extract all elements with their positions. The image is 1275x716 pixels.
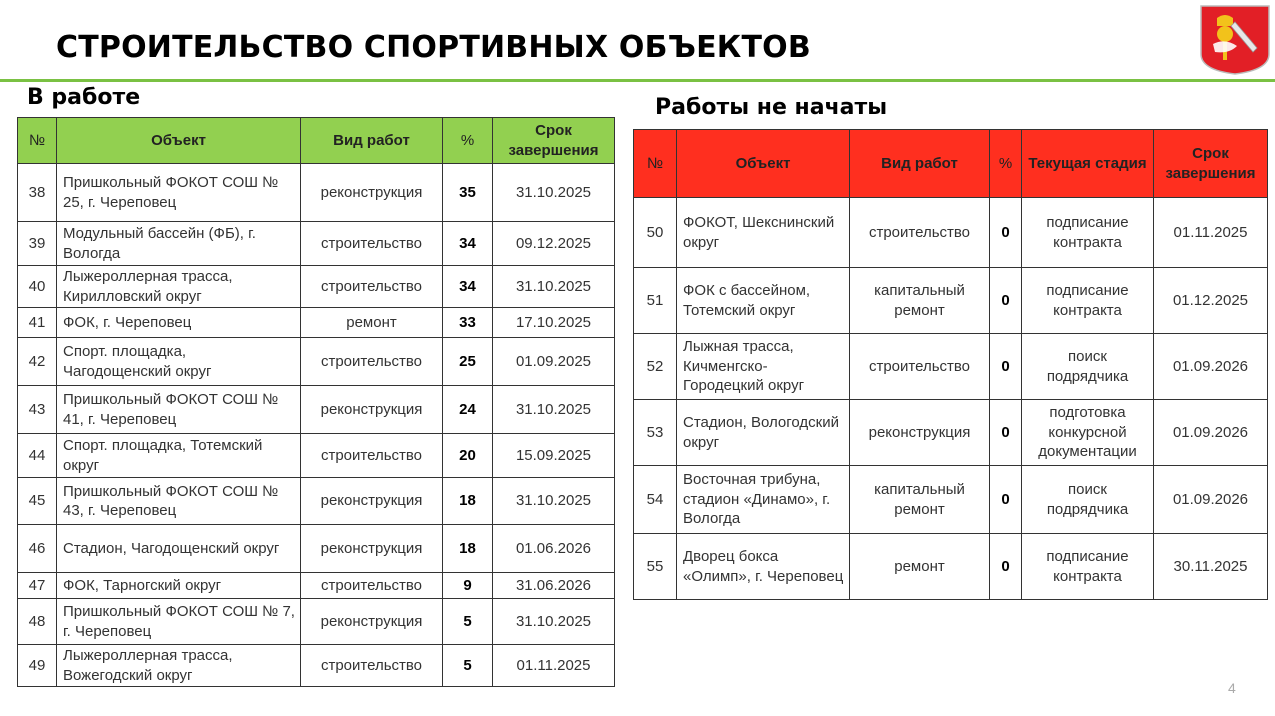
row-work: строительство	[301, 434, 443, 478]
table-row	[634, 466, 1268, 534]
row-deadline: 09.12.2025	[493, 222, 615, 266]
row-object: ФОК с бассейном, Тотемский округ	[677, 268, 850, 334]
table-row	[634, 334, 1268, 400]
row-deadline: 15.09.2025	[493, 434, 615, 478]
table-row	[18, 478, 615, 525]
row-object: Стадион, Вологодский округ	[677, 400, 850, 466]
row-num: 38	[18, 164, 57, 222]
row-object: ФОК, г. Череповец	[57, 308, 301, 338]
row-deadline: 17.10.2025	[493, 308, 615, 338]
col-header-pct: %	[443, 118, 493, 164]
row-deadline: 01.11.2025	[1154, 198, 1268, 268]
table-row	[18, 266, 615, 308]
row-object: Дворец бокса «Олимп», г. Череповец	[677, 534, 850, 600]
row-num: 44	[18, 434, 57, 478]
row-deadline: 01.12.2025	[1154, 268, 1268, 334]
row-num: 52	[634, 334, 677, 400]
row-pct: 5	[443, 599, 493, 645]
row-num: 51	[634, 268, 677, 334]
col-header-deadline: Срок завершения	[493, 118, 615, 164]
col-header-num: №	[18, 118, 57, 164]
row-num: 49	[18, 645, 57, 687]
row-pct: 35	[443, 164, 493, 222]
table-row	[18, 573, 615, 599]
table-row	[18, 338, 615, 386]
row-work: капитальный ремонт	[850, 466, 990, 534]
row-object: Модульный бассейн (ФБ), г. Вологда	[57, 222, 301, 266]
row-num: 47	[18, 573, 57, 599]
row-stage: поиск подрядчика	[1022, 334, 1154, 400]
page-number: 4	[1228, 680, 1236, 696]
title-underline	[0, 79, 1275, 82]
not-started-heading: Работы не начаты	[655, 95, 888, 120]
row-work: капитальный ремонт	[850, 268, 990, 334]
row-deadline: 01.09.2026	[1154, 400, 1268, 466]
col-header-work: Вид работ	[850, 130, 990, 198]
row-num: 55	[634, 534, 677, 600]
row-pct: 0	[990, 400, 1022, 466]
row-work: строительство	[850, 334, 990, 400]
row-object: Лыжероллерная трасса, Вожегодский округ	[57, 645, 301, 687]
row-pct: 25	[443, 338, 493, 386]
row-work: реконструкция	[301, 478, 443, 525]
row-object: Пришкольный ФОКОТ СОШ № 41, г. Череповец	[57, 386, 301, 434]
row-stage: подписание контракта	[1022, 198, 1154, 268]
row-stage: поиск подрядчика	[1022, 466, 1154, 534]
row-stage: подписание контракта	[1022, 534, 1154, 600]
in-progress-table	[17, 117, 615, 687]
row-pct: 33	[443, 308, 493, 338]
row-deadline: 01.11.2025	[493, 645, 615, 687]
table-row	[18, 308, 615, 338]
table-row	[18, 386, 615, 434]
row-work: реконструкция	[301, 525, 443, 573]
row-object: Пришкольный ФОКОТ СОШ № 25, г. Череповец	[57, 164, 301, 222]
row-pct: 0	[990, 268, 1022, 334]
row-object: Восточная трибуна, стадион «Динамо», г. Вологда	[677, 466, 850, 534]
col-header-num: №	[634, 130, 677, 198]
row-object: Спорт. площадка, Тотемский округ	[57, 434, 301, 478]
not-started-table	[633, 129, 1268, 600]
row-pct: 0	[990, 198, 1022, 268]
row-work: строительство	[301, 222, 443, 266]
table-header-row	[18, 118, 615, 164]
row-pct: 0	[990, 534, 1022, 600]
row-deadline: 31.06.2026	[493, 573, 615, 599]
row-pct: 18	[443, 478, 493, 525]
row-object: ФОКОТ, Шекснинский округ	[677, 198, 850, 268]
row-object: ФОК, Тарногский округ	[57, 573, 301, 599]
row-deadline: 01.09.2026	[1154, 334, 1268, 400]
table-row	[18, 164, 615, 222]
row-num: 40	[18, 266, 57, 308]
row-num: 39	[18, 222, 57, 266]
row-pct: 34	[443, 222, 493, 266]
coat-of-arms-icon	[1199, 4, 1271, 76]
row-work: реконструкция	[301, 599, 443, 645]
row-pct: 9	[443, 573, 493, 599]
table-row	[634, 198, 1268, 268]
col-header-pct: %	[990, 130, 1022, 198]
row-stage: подготовка конкурсной документации	[1022, 400, 1154, 466]
row-pct: 20	[443, 434, 493, 478]
col-header-object: Объект	[57, 118, 301, 164]
row-object: Лыжероллерная трасса, Кирилловский округ	[57, 266, 301, 308]
row-object: Лыжная трасса, Кичменгско-Городецкий округ	[677, 334, 850, 400]
row-work: ремонт	[850, 534, 990, 600]
row-num: 41	[18, 308, 57, 338]
row-pct: 0	[990, 466, 1022, 534]
row-deadline: 31.10.2025	[493, 386, 615, 434]
row-work: строительство	[301, 573, 443, 599]
table-row	[18, 645, 615, 687]
table-row	[18, 434, 615, 478]
row-work: реконструкция	[850, 400, 990, 466]
table-row	[18, 222, 615, 266]
row-work: строительство	[301, 645, 443, 687]
row-deadline: 31.10.2025	[493, 164, 615, 222]
in-progress-heading: В работе	[27, 85, 141, 110]
col-header-deadline: Срок завершения	[1154, 130, 1268, 198]
row-deadline: 30.11.2025	[1154, 534, 1268, 600]
row-deadline: 31.10.2025	[493, 478, 615, 525]
row-pct: 0	[990, 334, 1022, 400]
col-header-object: Объект	[677, 130, 850, 198]
row-num: 48	[18, 599, 57, 645]
row-deadline: 31.10.2025	[493, 599, 615, 645]
table-row	[18, 599, 615, 645]
row-deadline: 01.09.2026	[1154, 466, 1268, 534]
row-pct: 5	[443, 645, 493, 687]
table-row	[634, 400, 1268, 466]
row-work: строительство	[850, 198, 990, 268]
row-num: 43	[18, 386, 57, 434]
row-num: 54	[634, 466, 677, 534]
row-num: 46	[18, 525, 57, 573]
row-stage: подписание контракта	[1022, 268, 1154, 334]
row-work: реконструкция	[301, 164, 443, 222]
table-header-row	[634, 130, 1268, 198]
row-work: строительство	[301, 266, 443, 308]
row-deadline: 31.10.2025	[493, 266, 615, 308]
row-pct: 34	[443, 266, 493, 308]
row-pct: 24	[443, 386, 493, 434]
row-num: 53	[634, 400, 677, 466]
col-header-work: Вид работ	[301, 118, 443, 164]
row-work: строительство	[301, 338, 443, 386]
page-title: СТРОИТЕЛЬСТВО СПОРТИВНЫХ ОБЪЕКТОВ	[56, 30, 811, 65]
row-deadline: 01.06.2026	[493, 525, 615, 573]
row-deadline: 01.09.2025	[493, 338, 615, 386]
row-object: Пришкольный ФОКОТ СОШ № 7, г. Череповец	[57, 599, 301, 645]
col-header-stage: Текущая стадия	[1022, 130, 1154, 198]
row-num: 50	[634, 198, 677, 268]
table-row	[634, 534, 1268, 600]
table-row	[634, 268, 1268, 334]
row-num: 42	[18, 338, 57, 386]
row-object: Спорт. площадка, Чагодощенский округ	[57, 338, 301, 386]
table-row	[18, 525, 615, 573]
row-object: Стадион, Чагодощенский округ	[57, 525, 301, 573]
row-num: 45	[18, 478, 57, 525]
row-pct: 18	[443, 525, 493, 573]
row-work: реконструкция	[301, 386, 443, 434]
row-object: Пришкольный ФОКОТ СОШ № 43, г. Череповец	[57, 478, 301, 525]
row-work: ремонт	[301, 308, 443, 338]
